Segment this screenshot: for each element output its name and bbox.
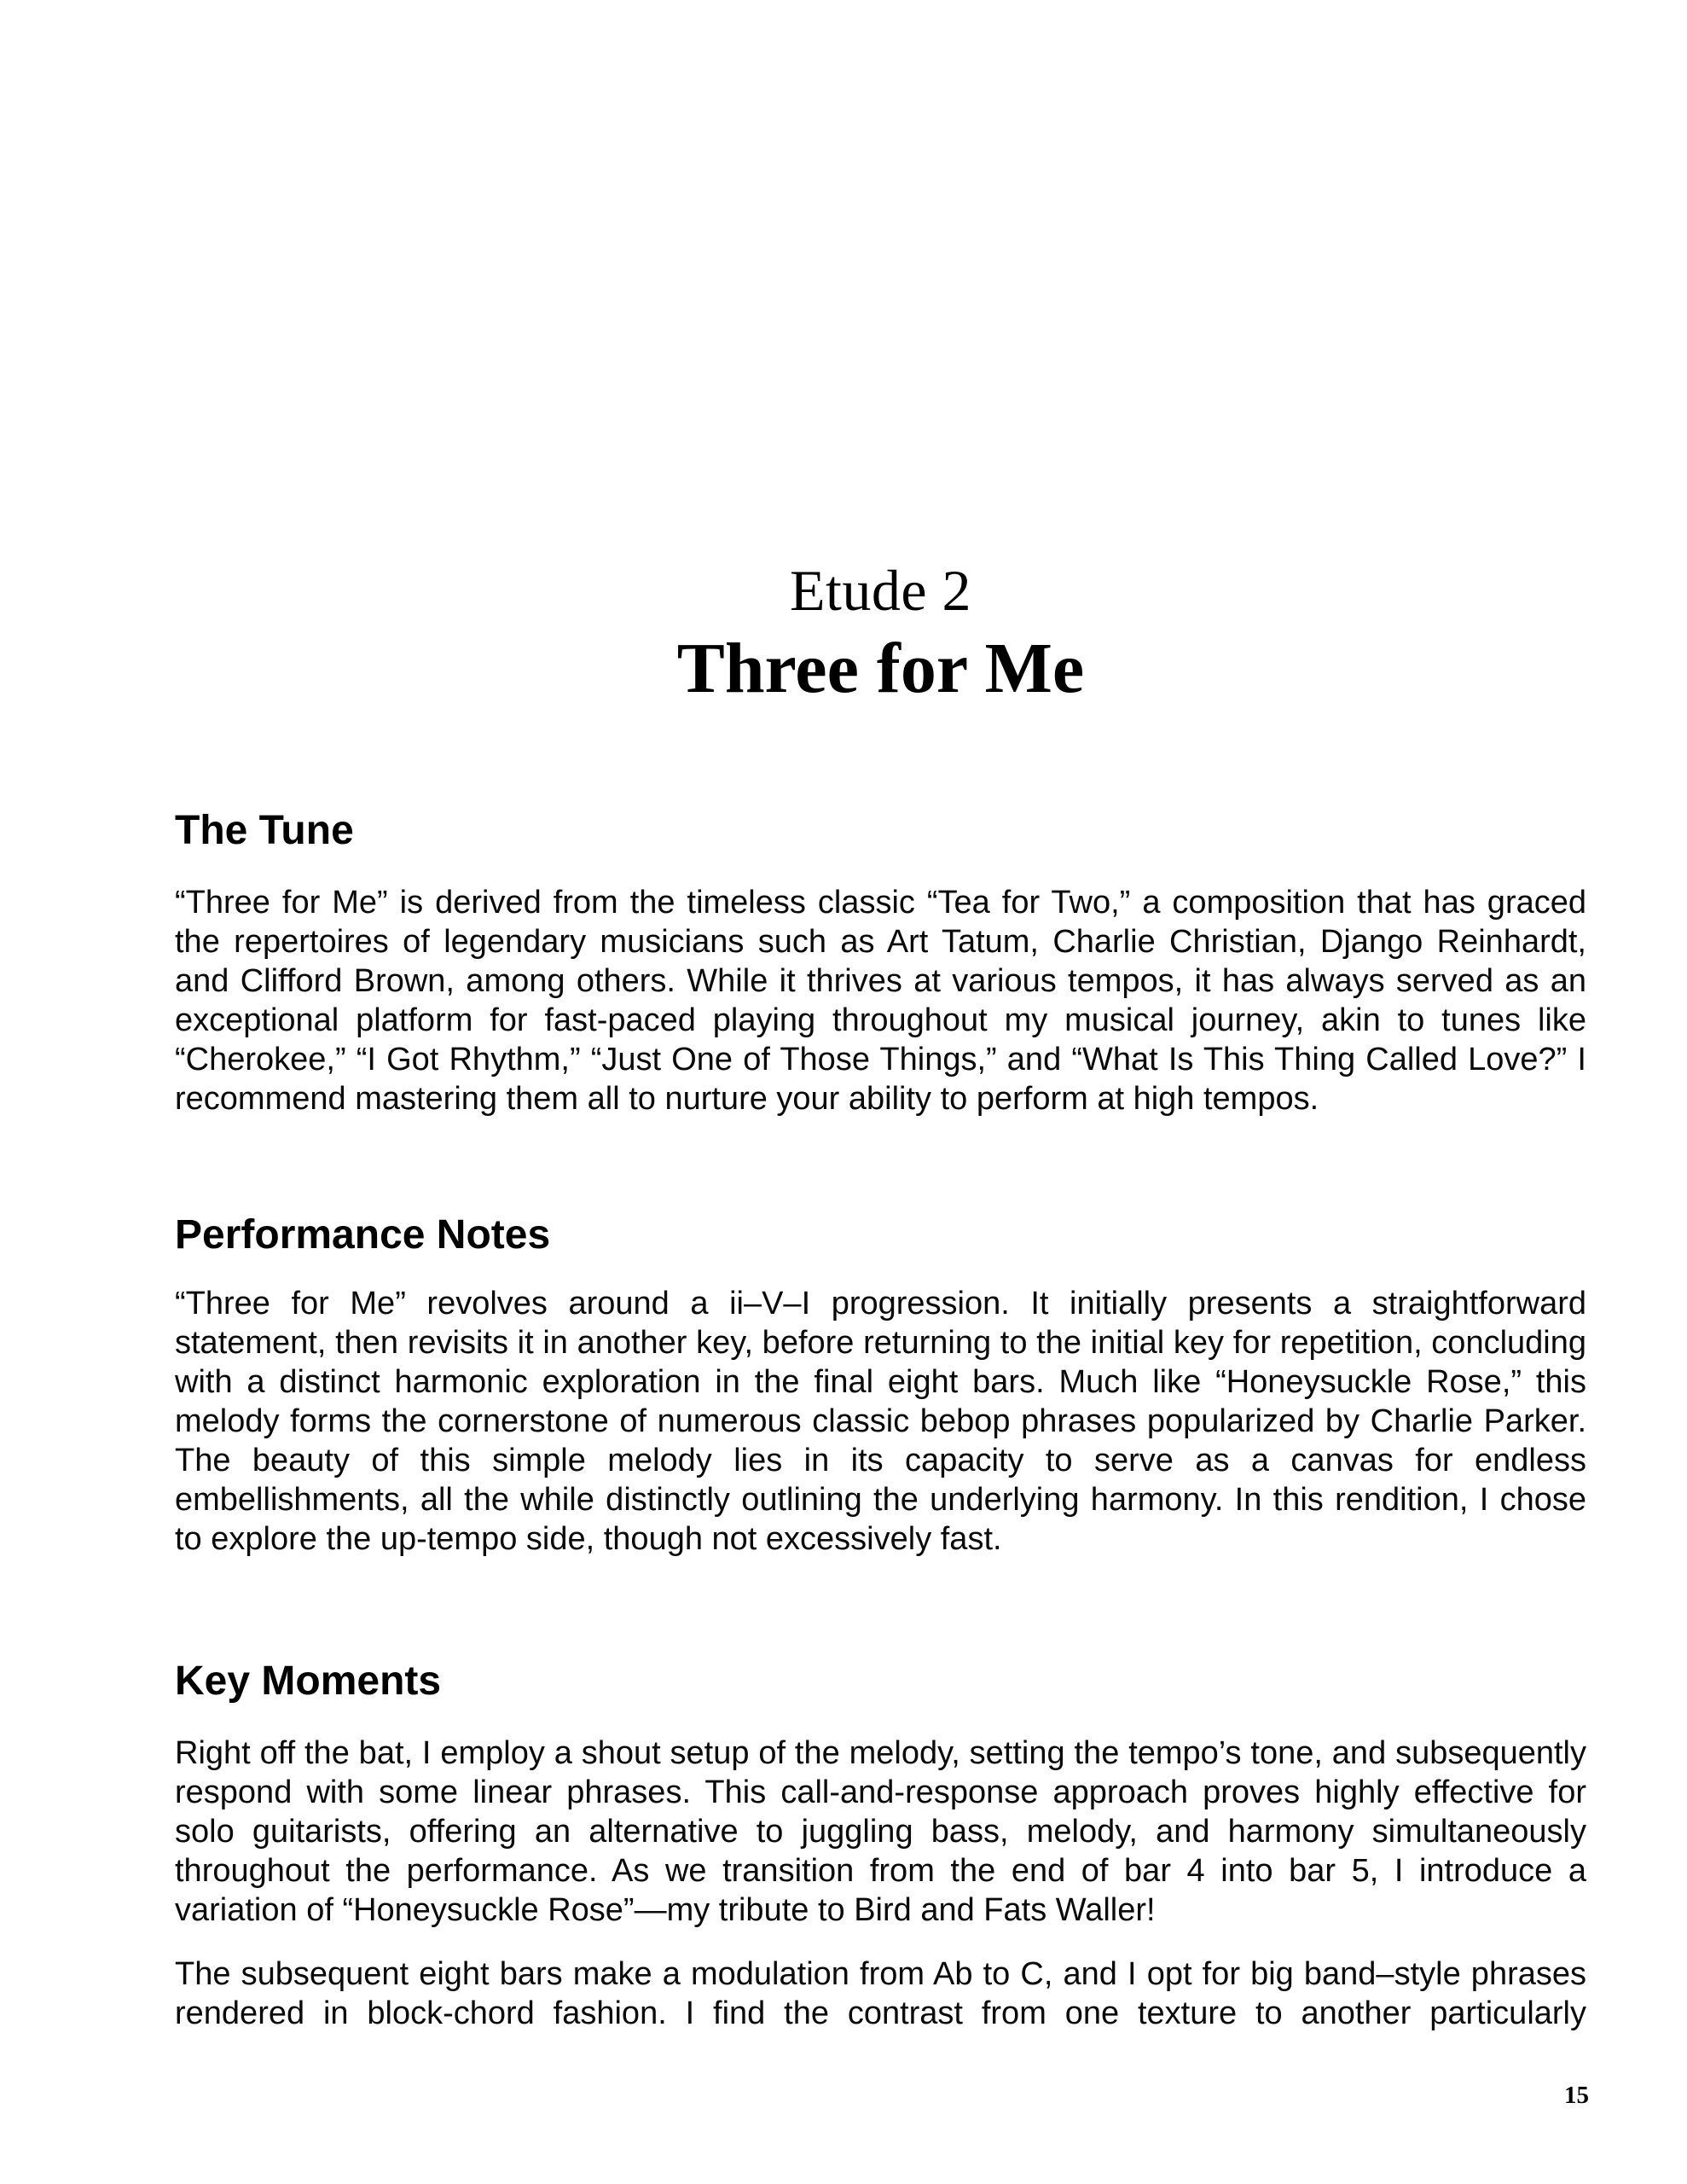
page-number: 15: [1564, 2082, 1589, 2109]
paragraph-the-tune: “Three for Me” is derived from the timeless classic “Tea for Two,” a composition that has graced the repertoires of legendary musicians such as Art Tatum, Charlie Christian, Django Reinhardt, and Clifford Brown, among others. While it thrives at various tempos, it has always served as an exceptional platform for fast-paced playing throughout my musical journey, akin to tunes like “Cherokee,” “I Got Rhythm,” “Just One of Those Things,” and “What Is This Thing Called Love?” I recommend mastering them all to nurture your ability to perform at high tempos.: [175, 885, 1586, 1117]
etude-number-label: Etude 2: [789, 558, 972, 623]
etude-title: Three for Me: [676, 629, 1085, 708]
paragraph-key-moments-1: Right off the bat, I employ a shout setup of the melody, setting the tempo’s tone, and subsequently respond with some linear phrases. This call-and-response approach proves highly effective for solo guitarists, offering an alternative to juggling bass, melody, and harmony simultaneously throughout the performance. As we transition from the end of bar 4 into bar 5, I introduce a variation of “Honeysuckle Rose”—my tribute to Bird and Fats Waller!: [175, 1735, 1586, 1928]
section-heading-key-moments: Key Moments: [175, 1658, 442, 1704]
paragraph-performance-notes: “Three for Me” revolves around a ii–V–I progression. It initially presents a straightforward statement, then revisits it in another key, before returning to the initial key for repetition, concluding with a distinct harmonic exploration in the final eight bars. Much like “Honeysuckle Rose,” this melody forms the cornerstone of numerous classic bebop phrases popularized by Charlie Parker. The beauty of this simple melody lies in its capacity to serve as a canvas for endless embellishments, all the while distinctly outlining the underlying harmony. In this rendition, I chose to explore the up-tempo side, though not excessively fast.: [175, 1286, 1586, 1557]
section-heading-the-tune: The Tune: [175, 808, 354, 853]
paragraph-key-moments-2: The subsequent eight bars make a modulation from Ab to C, and I opt for big band–style phrases rendered in block-chord fashion. I find the contrast from one texture to another particularly: [175, 1956, 1586, 2031]
section-heading-performance-notes: Performance Notes: [175, 1212, 551, 1258]
